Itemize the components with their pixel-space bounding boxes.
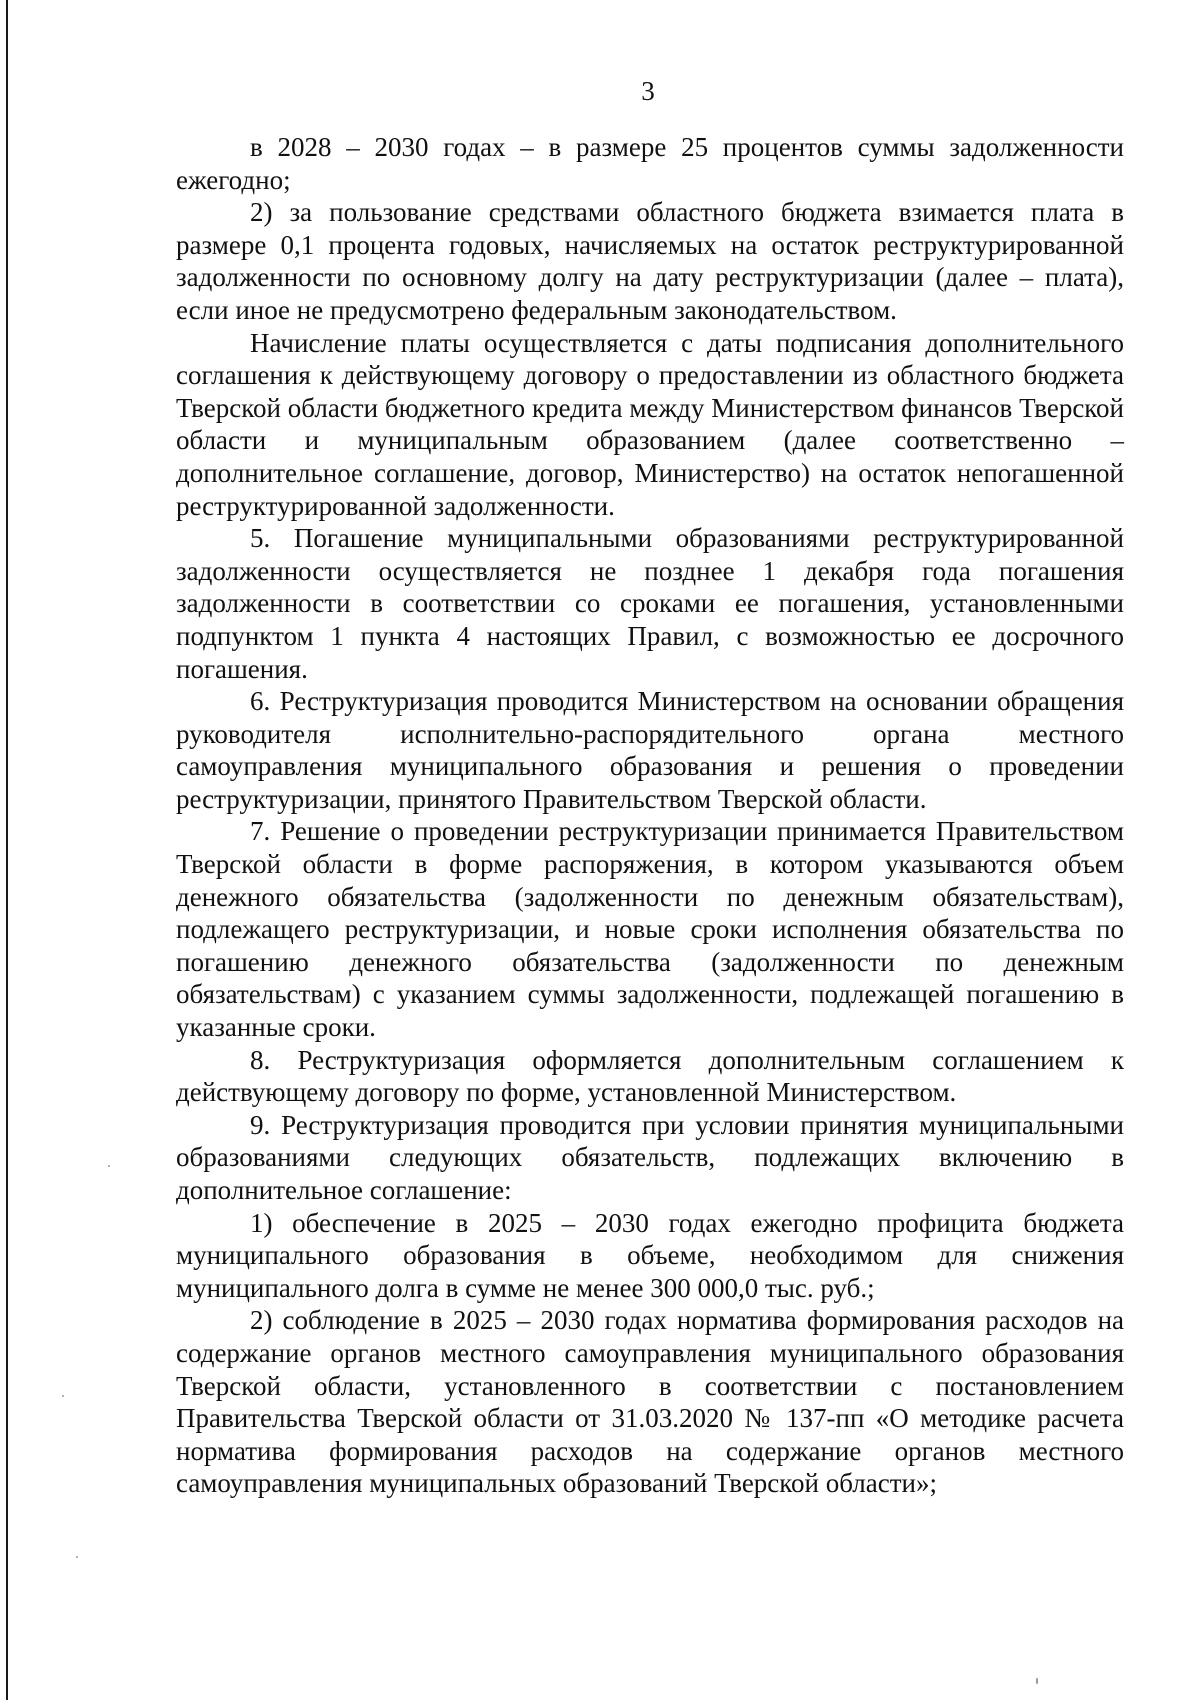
paragraph-item-8: 8. Реструктуризация оформляется дополнительным соглашением к действующему договору по форме, установленной Министерством.	[176, 1044, 1124, 1108]
page-number: 3	[641, 76, 655, 106]
paragraph-fee-accrual: Начисление платы осуществляется с даты подписания дополнительного соглашения к действующему договору о предоставлении из областного бюджета Тверской области бюджетного кредита между Министерством финансов Тверской области и муниципальным образованием (далее соответственно – дополнительное соглашение, договор, Министерство) на остаток непогашенной реструктурированной задолженности.	[176, 327, 1124, 521]
paragraph-item-6: 6. Реструктуризация проводится Министерством на основании обращения руководителя исполнительно-распорядительного органа местного самоуправления муниципального образования и решения о проведении реструктуризации, принятого Правительством Тверской области.	[176, 686, 1124, 814]
paragraph-obligation-2: 2) соблюдение в 2025 – 2030 годах норматива формирования расходов на содержание органов местного самоуправления муниципального образования Тверской области, установленного в соответствии с постановлением Правительства Тверской области от 31.03.2020 № 137-пп «О методике расчета норматива формирования расходов на содержание органов местного самоуправления муниципальных образований Тверской области»;	[176, 1305, 1124, 1499]
scan-speck	[62, 1395, 64, 1397]
paragraph-item-5: 5. Погашение муниципальными образованиями реструктурированной задолженности осуществляется не позднее 1 декабря года погашения задолженности в соответствии со сроками ее погашения, установленными подпунктом 1 пункта 4 настоящих Правил, с возможностью ее досрочного погашения.	[176, 523, 1124, 684]
document-body	[176, 131, 1124, 1500]
scan-speck	[108, 1165, 110, 1167]
scan-speck	[1036, 1678, 1038, 1684]
paragraph-item-9: 9. Реструктуризация проводится при условии принятия муниципальными образованиями следующих обязательств, подлежащих включению в дополнительное соглашение:	[176, 1109, 1124, 1205]
paragraph-obligation-1: 1) обеспечение в 2025 – 2030 годах ежегодно профицита бюджета муниципального образования в объеме, необходимом для снижения муниципального долга в сумме не менее 300 000,0 тыс. руб.;	[176, 1207, 1124, 1303]
scan-speck	[76, 1556, 78, 1558]
scan-page-edge	[6, 0, 8, 1700]
paragraph-item-7: 7. Решение о проведении реструктуризации принимается Правительством Тверской области в форме распоряжения, в котором указываются объем денежного обязательства (задолженности по денежным обязательствам), подлежащего реструктуризации, и новые сроки исполнения обязательства по погашению денежного обязательства (задолженности по денежным обязательствам) с указанием суммы задолженности, подлежащей погашению в указанные сроки.	[176, 816, 1124, 1043]
paragraph-installment-2028-2030: в 2028 – 2030 годах – в размере 25 процентов суммы задолженности ежегодно;	[176, 132, 1124, 195]
paragraph-fee-for-use: 2) за пользование средствами областного бюджета взимается плата в размере 0,1 процента годовых, начисляемых на остаток реструктурированной задолженности по основному долгу на дату реструктуризации (далее – плата), если иное не предусмотрено федеральным законодательством.	[176, 197, 1124, 325]
